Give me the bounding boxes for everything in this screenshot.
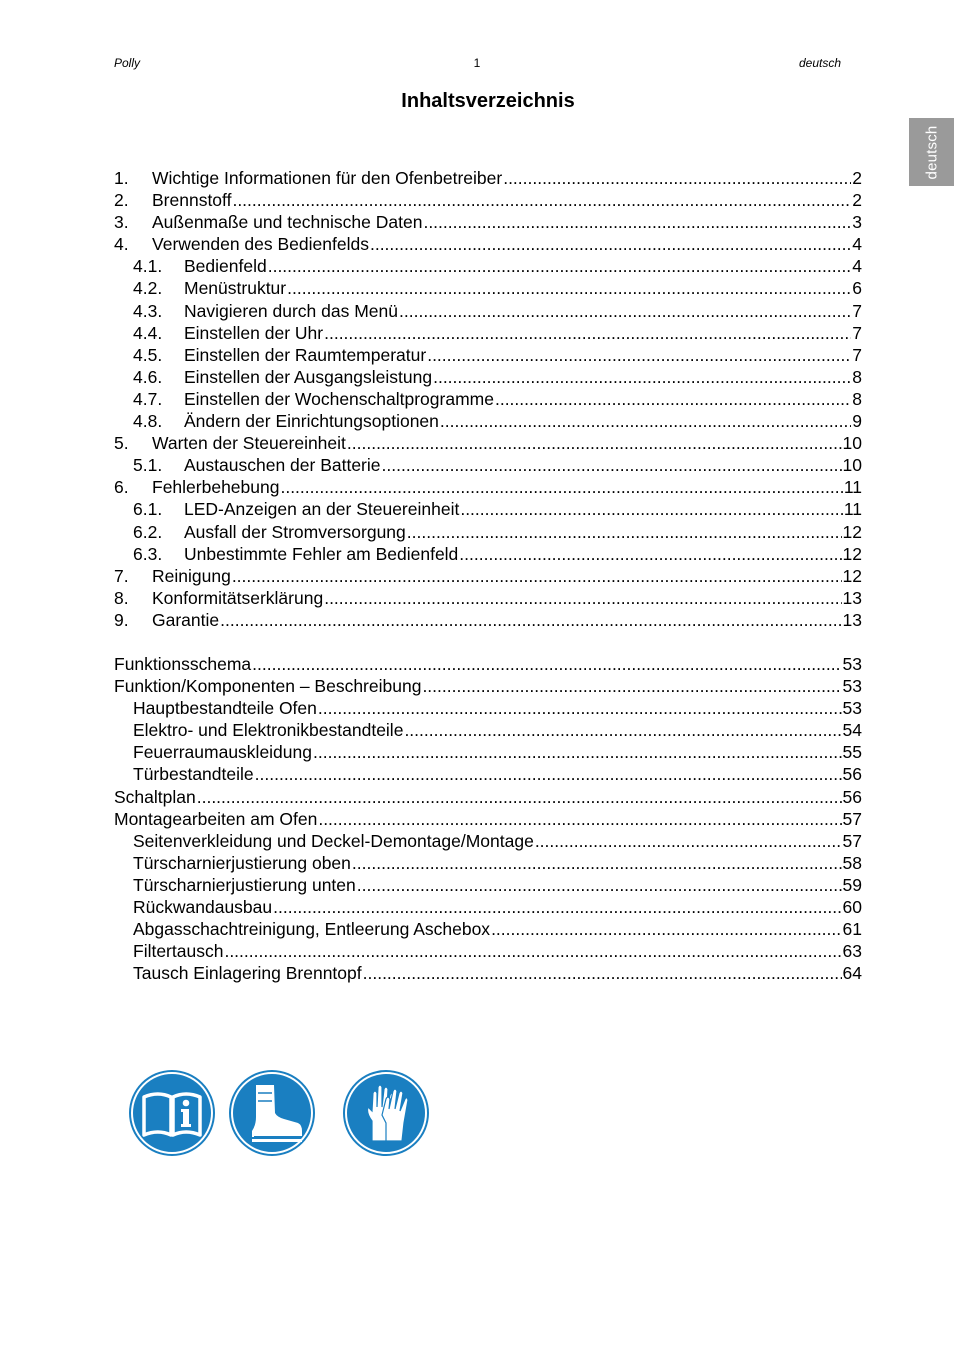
toc-entry-label: Abgasschachtreinigung, Entleerung Aschebox bbox=[133, 919, 491, 940]
toc-entry-page: 53 bbox=[842, 698, 862, 719]
toc-entry-number: 4.2. bbox=[133, 278, 163, 299]
toc-entry-number: 4.5. bbox=[133, 344, 163, 365]
toc-entry-page: 7 bbox=[852, 322, 862, 343]
toc-entry-label: Einstellen der Raumtemperatur bbox=[184, 344, 427, 365]
toc-entry[interactable] bbox=[114, 454, 862, 476]
toc-entry[interactable] bbox=[114, 167, 862, 189]
toc-entry-number: 4.1. bbox=[133, 256, 163, 277]
toc-entry[interactable] bbox=[114, 565, 862, 587]
toc-entry-label: Elektro- und Elektronikbestandteile bbox=[133, 720, 404, 741]
toc-entry-page: 56 bbox=[842, 764, 862, 785]
toc-entry-label: Montagearbeiten am Ofen bbox=[114, 808, 318, 829]
toc-entry-page: 8 bbox=[852, 388, 862, 409]
toc-entry-label: Verwenden des Bedienfelds bbox=[152, 234, 369, 255]
toc-entry-number: 6.1. bbox=[133, 499, 163, 520]
toc-entry-label: Tausch Einlagering Brenntopf bbox=[133, 963, 362, 984]
toc-entry[interactable] bbox=[114, 277, 862, 299]
toc-dot-leader bbox=[407, 521, 842, 543]
page-title: Inhaltsverzeichnis bbox=[401, 90, 575, 112]
toc-entry-label: Hauptbestandteile Ofen bbox=[133, 698, 317, 719]
toc-entry-page: 6 bbox=[852, 278, 862, 299]
toc-entry[interactable] bbox=[114, 476, 862, 498]
toc-entry[interactable] bbox=[114, 918, 862, 940]
toc-entry[interactable] bbox=[114, 741, 862, 763]
toc-entry-page: 7 bbox=[852, 344, 862, 365]
toc-dot-leader bbox=[535, 830, 842, 852]
toc-entry-number: 4.4. bbox=[133, 322, 163, 343]
toc-entry[interactable] bbox=[114, 587, 862, 609]
toc-entry[interactable] bbox=[114, 962, 862, 984]
toc-entry-label: Feuerraumauskleidung bbox=[133, 742, 312, 763]
toc-entry-number: 2. bbox=[114, 190, 129, 211]
toc-entry-label: Einstellen der Uhr bbox=[184, 322, 324, 343]
toc-dot-leader bbox=[433, 366, 851, 388]
toc-entry-page: 12 bbox=[842, 565, 862, 586]
toc-entry-page: 55 bbox=[842, 742, 862, 763]
toc-entry-number: 3. bbox=[114, 212, 129, 233]
toc-entry[interactable] bbox=[114, 432, 862, 454]
toc-dot-leader bbox=[324, 322, 851, 344]
toc-entry-page: 4 bbox=[852, 256, 862, 277]
toc-entry-label: Schaltplan bbox=[114, 786, 196, 807]
toc-dot-leader bbox=[197, 786, 842, 808]
toc-entry-page: 10 bbox=[842, 433, 862, 454]
toc-entry-page: 58 bbox=[842, 852, 862, 873]
toc-entry-label: Wichtige Informationen für den Ofenbetreiber bbox=[152, 168, 503, 188]
toc-entry-page: 8 bbox=[852, 366, 862, 387]
toc-entry-page: 12 bbox=[842, 521, 862, 542]
toc-entry-label: Unbestimmte Fehler am Bedienfeld bbox=[184, 543, 459, 564]
toc-dot-leader bbox=[459, 543, 841, 565]
toc-entry-label: Bedienfeld bbox=[184, 256, 267, 277]
toc-entry-page: 13 bbox=[842, 609, 862, 630]
header-right: deutsch bbox=[798, 56, 841, 70]
toc-dot-leader bbox=[280, 476, 842, 498]
toc-dot-leader bbox=[399, 300, 851, 322]
toc-entry[interactable] bbox=[114, 255, 862, 277]
toc-dot-leader bbox=[440, 410, 851, 432]
toc-entry-page: 59 bbox=[842, 874, 862, 895]
toc-entry[interactable] bbox=[114, 322, 862, 344]
toc-entry-number: 4.7. bbox=[133, 388, 163, 409]
toc-entry[interactable] bbox=[114, 830, 862, 852]
toc-dot-leader bbox=[313, 741, 842, 763]
safety-boots-icon bbox=[228, 1069, 316, 1157]
toc-entry-page: 13 bbox=[842, 587, 862, 608]
toc-entry-page: 11 bbox=[843, 499, 862, 520]
toc-entry[interactable] bbox=[114, 521, 862, 543]
toc-entry-number: 6.2. bbox=[133, 521, 163, 542]
toc-dot-leader bbox=[318, 808, 841, 830]
toc-entry-label: Ändern der Einrichtungsoptionen bbox=[184, 411, 439, 432]
toc-entry-label: Türscharnierjustierung oben bbox=[133, 852, 351, 873]
toc-entry-number: 4.8. bbox=[133, 411, 163, 432]
toc-entry-label: Außenmaße und technische Daten bbox=[152, 212, 423, 233]
toc-dot-leader bbox=[427, 344, 851, 366]
toc-dot-leader bbox=[273, 896, 841, 918]
toc-entry-label: Garantie bbox=[152, 609, 220, 630]
toc-dot-leader bbox=[347, 432, 842, 454]
toc-entry-page: 64 bbox=[842, 963, 862, 984]
toc-entry[interactable] bbox=[114, 719, 862, 741]
toc-dot-leader bbox=[232, 189, 851, 211]
toc-dot-leader bbox=[422, 675, 841, 697]
toc-entry-label: Ausfall der Stromversorgung bbox=[184, 521, 406, 542]
header-left: Polly bbox=[114, 56, 141, 70]
toc-entry-page: 57 bbox=[842, 808, 862, 829]
toc-entry[interactable] bbox=[114, 653, 862, 675]
toc-dot-leader bbox=[370, 233, 851, 255]
table-of-contents bbox=[114, 167, 862, 984]
toc-entry[interactable] bbox=[114, 410, 862, 432]
toc-dot-leader bbox=[287, 277, 851, 299]
toc-entry-page: 3 bbox=[852, 212, 862, 233]
toc-dot-leader bbox=[382, 454, 842, 476]
toc-entry[interactable] bbox=[114, 896, 862, 918]
toc-entry-number: 9. bbox=[114, 609, 129, 630]
toc-entry-page: 2 bbox=[852, 168, 862, 188]
toc-dot-leader bbox=[491, 918, 841, 940]
toc-entry[interactable] bbox=[114, 940, 862, 962]
toc-entry-label: Einstellen der Ausgangsleistung bbox=[184, 366, 433, 387]
toc-entry-page: 53 bbox=[842, 653, 862, 674]
toc-entry[interactable] bbox=[114, 300, 862, 322]
toc-entry[interactable] bbox=[114, 388, 862, 410]
toc-entry-page: 54 bbox=[842, 720, 862, 741]
toc-entry-page: 2 bbox=[852, 190, 862, 211]
toc-dot-leader bbox=[255, 763, 842, 785]
toc-entry-label: Konformitätserklärung bbox=[152, 587, 324, 608]
toc-entry-page: 11 bbox=[843, 477, 862, 498]
toc-entry-page: 4 bbox=[852, 234, 862, 255]
toc-entry[interactable] bbox=[114, 763, 862, 785]
toc-entry-number: 4.3. bbox=[133, 300, 163, 321]
toc-entry[interactable] bbox=[114, 344, 862, 366]
language-tab-label: deutsch bbox=[923, 125, 940, 179]
toc-entry-number: 6. bbox=[114, 477, 129, 498]
toc-entry[interactable] bbox=[114, 675, 862, 697]
toc-entry-page: 60 bbox=[842, 897, 862, 917]
toc-entry-number: 4.6. bbox=[133, 366, 163, 387]
toc-dot-leader bbox=[363, 962, 842, 984]
safety-gloves-icon bbox=[342, 1069, 430, 1157]
toc-entry-page: 7 bbox=[852, 300, 862, 321]
toc-entry[interactable] bbox=[114, 874, 862, 896]
toc-entry-label: Fehlerbehebung bbox=[152, 477, 280, 498]
toc-entry-label: LED-Anzeigen an der Steuereinheit bbox=[184, 499, 460, 520]
toc-entry-number: 6.3. bbox=[133, 543, 163, 564]
toc-entry[interactable] bbox=[114, 808, 862, 830]
toc-entry[interactable] bbox=[114, 543, 862, 565]
toc-entry-number: 5.1. bbox=[133, 455, 163, 476]
toc-entry-page: 53 bbox=[842, 676, 862, 697]
toc-entry-label: Seitenverkleidung und Deckel-Demontage/Montage bbox=[133, 830, 534, 851]
toc-entry-label: Austauschen der Batterie bbox=[184, 455, 381, 476]
toc-dot-leader bbox=[357, 874, 842, 896]
toc-entry[interactable] bbox=[114, 697, 862, 719]
toc-entry-label: Rückwandausbau bbox=[133, 897, 273, 917]
toc-entry[interactable] bbox=[114, 211, 862, 233]
toc-entry-label: Türbestandteile bbox=[133, 764, 254, 785]
toc-entry-label: Brennstoff bbox=[152, 190, 232, 211]
toc-dot-leader bbox=[495, 388, 851, 410]
read-manual-icon bbox=[128, 1069, 216, 1157]
toc-dot-leader bbox=[352, 852, 842, 874]
toc-entry-label: Einstellen der Wochenschaltprogramme bbox=[184, 388, 494, 409]
toc-entry[interactable] bbox=[114, 786, 862, 808]
toc-entry-label: Funktionsschema bbox=[114, 653, 252, 674]
toc-entry[interactable] bbox=[114, 852, 862, 874]
toc-entry-page: 10 bbox=[842, 455, 862, 476]
toc-dot-leader bbox=[318, 697, 842, 719]
toc-entry-page: 9 bbox=[852, 411, 862, 432]
toc-dot-leader bbox=[460, 498, 843, 520]
toc-entry-label: Filtertausch bbox=[133, 941, 224, 962]
toc-entry-number: 7. bbox=[114, 565, 129, 586]
toc-dot-leader bbox=[423, 211, 851, 233]
toc-entry[interactable] bbox=[114, 233, 862, 255]
language-tab bbox=[909, 118, 954, 186]
toc-entry[interactable] bbox=[114, 366, 862, 388]
toc-dot-leader bbox=[324, 587, 841, 609]
toc-entry-page: 61 bbox=[842, 919, 862, 940]
toc-entry-label: Türscharnierjustierung unten bbox=[133, 874, 356, 895]
toc-dot-leader bbox=[268, 255, 852, 277]
toc-dot-leader bbox=[503, 167, 851, 189]
toc-entry-label: Funktion/Komponenten – Beschreibung bbox=[114, 676, 422, 697]
toc-entry-label: Reinigung bbox=[152, 565, 231, 586]
toc-entry-page: 57 bbox=[842, 830, 862, 851]
toc-entry-label: Navigieren durch das Menü bbox=[184, 300, 399, 321]
toc-entry-number: 4. bbox=[114, 234, 129, 255]
toc-entry[interactable] bbox=[114, 189, 862, 211]
toc-dot-leader bbox=[232, 565, 842, 587]
toc-entry-label: Warten der Steuereinheit bbox=[152, 433, 346, 454]
toc-dot-leader bbox=[252, 653, 841, 675]
toc-entry-page: 12 bbox=[842, 543, 862, 564]
toc-dot-leader bbox=[404, 719, 841, 741]
toc-entry-label: Menüstruktur bbox=[184, 278, 287, 299]
toc-entry-number: 1. bbox=[114, 168, 129, 188]
toc-entry-number: 8. bbox=[114, 587, 129, 608]
toc-entry-page: 63 bbox=[842, 941, 862, 962]
toc-entry-page: 56 bbox=[842, 786, 862, 807]
toc-entry-number: 5. bbox=[114, 433, 129, 454]
toc-dot-leader bbox=[224, 940, 841, 962]
page-number: 1 bbox=[473, 56, 481, 70]
toc-dot-leader bbox=[220, 609, 841, 631]
toc-entry[interactable] bbox=[114, 609, 862, 631]
toc-entry[interactable] bbox=[114, 498, 862, 520]
